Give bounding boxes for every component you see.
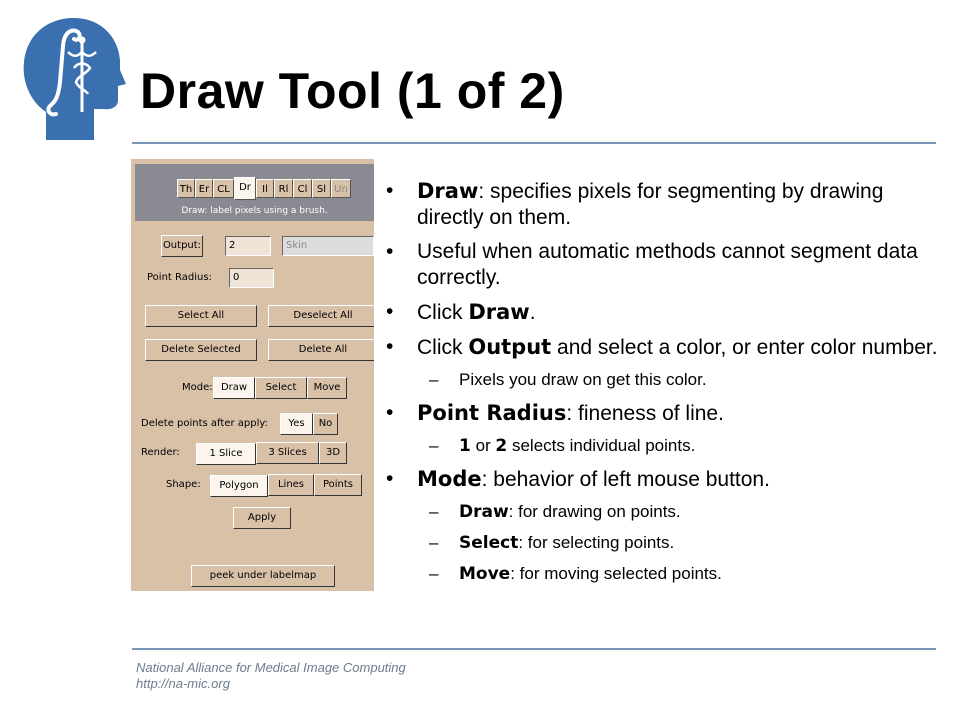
tab-bar bbox=[135, 164, 374, 221]
shape-polygon-button[interactable]: Polygon bbox=[210, 475, 268, 497]
delete-selected-button[interactable]: Delete Selected bbox=[145, 339, 257, 361]
tab-cl2[interactable]: Cl bbox=[293, 179, 312, 198]
output-value-field[interactable]: 2 bbox=[225, 236, 271, 256]
shape-lines-button[interactable]: Lines bbox=[268, 474, 314, 496]
tab-description: Draw: label pixels using a brush. bbox=[181, 206, 328, 216]
shape-points-button[interactable]: Points bbox=[314, 474, 362, 496]
delete-after-yes-button[interactable]: Yes bbox=[280, 413, 313, 435]
bullet-point-radius: • Point Radius: fineness of line. bbox=[386, 401, 724, 425]
bullet-click-output: • Click Output and select a color, or enter color number. bbox=[386, 335, 938, 359]
bullet-glyph: • bbox=[386, 240, 394, 263]
footer-org: National Alliance for Medical Image Computing bbox=[136, 660, 406, 675]
top-divider bbox=[132, 142, 936, 144]
select-all-button[interactable]: Select All bbox=[145, 305, 257, 327]
deselect-all-button[interactable]: Deselect All bbox=[268, 305, 374, 327]
mode-draw-button[interactable]: Draw bbox=[213, 377, 255, 399]
tab-il[interactable]: Il bbox=[256, 179, 274, 198]
tab-sl[interactable]: Sl bbox=[312, 179, 331, 198]
sub-bullet-individual-points: – 1 or 2 selects individual points. bbox=[429, 436, 696, 456]
sub-bullet-move-mode: – Move: for moving selected points. bbox=[429, 564, 722, 584]
tab-un[interactable]: Un bbox=[331, 179, 351, 198]
mode-select-button[interactable]: Select bbox=[255, 377, 307, 399]
tab-er[interactable]: Er bbox=[195, 179, 213, 198]
mode-label: Mode: bbox=[182, 382, 213, 393]
tab-rl[interactable]: Rl bbox=[274, 179, 293, 198]
output-button[interactable]: Output: bbox=[161, 235, 203, 257]
dash-glyph: – bbox=[429, 533, 439, 552]
bullet-glyph: • bbox=[386, 401, 394, 424]
footer-url: http://na-mic.org bbox=[136, 676, 230, 691]
bullet-useful: • Useful when automatic methods cannot segment data correctly. bbox=[386, 240, 918, 289]
bullet-draw: • Draw: specifies pixels for segmenting by drawing directly on them. bbox=[386, 179, 884, 229]
footer bbox=[136, 660, 406, 692]
bullet-list bbox=[386, 178, 946, 594]
bullet-click-draw: • Click Draw. bbox=[386, 300, 536, 324]
slide-title: Draw Tool (1 of 2) bbox=[140, 63, 565, 119]
render-3-slices-button[interactable]: 3 Slices bbox=[256, 442, 319, 464]
point-radius-label: Point Radius: bbox=[147, 272, 212, 283]
bullet-glyph: • bbox=[386, 300, 394, 323]
bottom-divider bbox=[132, 648, 936, 650]
tab-cl[interactable]: CL bbox=[213, 179, 234, 198]
bullet-glyph: • bbox=[386, 335, 394, 358]
bullet-mode: • Mode: behavior of left mouse button. bbox=[386, 467, 770, 491]
tab-th[interactable]: Th bbox=[177, 179, 195, 198]
dash-glyph: – bbox=[429, 370, 439, 389]
sub-bullet-select-mode: – Select: for selecting points. bbox=[429, 533, 675, 553]
dash-glyph: – bbox=[429, 564, 439, 583]
sub-bullet-draw-mode: – Draw: for drawing on points. bbox=[429, 502, 681, 522]
delete-after-apply-label: Delete points after apply: bbox=[141, 418, 268, 429]
point-radius-field[interactable]: 0 bbox=[229, 268, 274, 288]
shape-label: Shape: bbox=[166, 479, 201, 490]
render-label: Render: bbox=[141, 447, 180, 458]
apply-button[interactable]: Apply bbox=[233, 507, 291, 529]
dash-glyph: – bbox=[429, 436, 439, 455]
delete-all-button[interactable]: Delete All bbox=[268, 339, 374, 361]
tab-dr[interactable]: Dr bbox=[234, 177, 256, 200]
sub-bullet-pixels-color: – Pixels you draw on get this color. bbox=[429, 370, 707, 389]
render-3d-button[interactable]: 3D bbox=[319, 442, 347, 464]
output-name-field: Skin bbox=[282, 236, 374, 256]
render-1-slice-button[interactable]: 1 Slice bbox=[196, 443, 256, 465]
peek-under-labelmap-button[interactable]: peek under labelmap bbox=[191, 565, 335, 587]
draw-tool-panel bbox=[131, 159, 374, 591]
bullet-glyph: • bbox=[386, 179, 394, 202]
dash-glyph: – bbox=[429, 502, 439, 521]
bullet-glyph: • bbox=[386, 467, 394, 490]
namic-logo-icon bbox=[16, 12, 126, 142]
mode-move-button[interactable]: Move bbox=[307, 377, 347, 399]
delete-after-no-button[interactable]: No bbox=[313, 413, 338, 435]
